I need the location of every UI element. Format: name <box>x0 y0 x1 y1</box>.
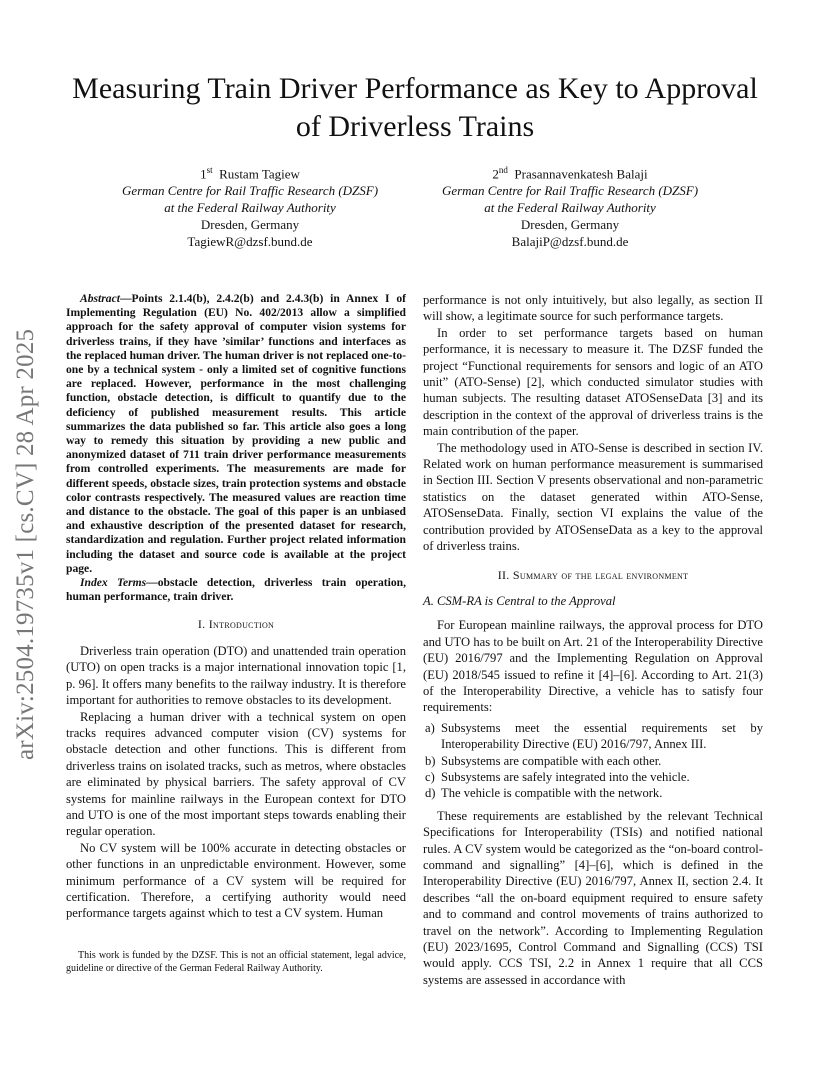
author-affiliation: German Centre for Rail Traffic Research (DZSF) <box>441 183 699 199</box>
section-heading-legal: II. Summary of the legal environment <box>497 567 689 582</box>
author-affiliation-2: at the Federal Railway Authority <box>164 200 336 216</box>
index-terms-text: —obstacle detection, driverless train operation, human performance, train driver. <box>66 576 406 604</box>
abstract <box>66 292 406 576</box>
author-email: BalajiP@dzsf.bund.de <box>511 234 629 250</box>
author-ordinal: 2 <box>492 166 499 182</box>
paragraph: Driverless train operation (DTO) and unattended train operation (UTO) on open tracks is a major international innovation topic [1, p. 96]. It offers many benefits to the railway industry. It is therefore important for authorities to remove obstacles to its development. <box>66 643 406 708</box>
author-name: Rustam Tagiew <box>219 166 300 182</box>
index-terms-label: Index Terms <box>80 576 147 590</box>
list-item-text: The vehicle is compatible with the network. <box>441 786 663 801</box>
list-item <box>423 753 763 769</box>
subsection-heading: A. CSM-RA is Central to the Approval <box>423 593 616 608</box>
author-ordinal-suffix: st <box>206 165 213 175</box>
author-affiliation: German Centre for Rail Traffic Research (DZSF) <box>121 183 379 199</box>
author-city: Dresden, Germany <box>520 217 620 233</box>
footnote: This work is funded by the DZSF. This is not an official statement, legal advice, guideline or directive of the German Federal Railway Authority. <box>66 950 406 974</box>
paragraph: The methodology used in ATO-Sense is described in section IV. Related work on human performance measurement is summarised in Section III. Section V presents observational and non-parametric statistics on the dataset generated within ATO-Sense, ATOSenseData. Finally, section VI explains the value of the contribution provided by ATOSenseData as a key to the approval of driverless trains. <box>423 440 763 554</box>
paper-title: Measuring Train Driver Performance as Key to Approval of Driverless Trains <box>72 72 758 143</box>
author-ordinal-suffix: nd <box>498 165 508 175</box>
paragraph: performance is not only intuitively, but also legally, as section II will show, a legitimate source for such performance targets. <box>423 293 763 324</box>
paragraph: No CV system will be 100% accurate in detecting obstacles or other functions in an unpredictable environment. However, some minimum performance of a CV system will be required for certification. Therefore, a certifying authority would need performance targets against which to test a CV system. Human <box>66 840 406 921</box>
list-marker: d) <box>425 786 436 801</box>
author-block-1 <box>100 162 400 250</box>
list-marker: c) <box>425 769 435 784</box>
list-item-text: Subsystems are safely integrated into the vehicle. <box>441 769 690 784</box>
list-item-text: Subsystems meet the essential requirements set by Interoperability Directive (EU) 2016/797, Annex III. <box>441 720 763 752</box>
paragraph: For European mainline railways, the approval process for DTO and UTO has to be built on Art. 21 of the Interoperability Directive (EU) 2016/797 and the Implementing Regulation on Approval (EU) 2018/545 issued to refine it [4]–[6]. According to Art. 21(3) of the Interoperability Directive, a vehicle has to satisfy four requirements: <box>423 618 763 715</box>
author-email: TagiewR@dzsf.bund.de <box>187 234 313 250</box>
list-marker: b) <box>425 753 436 768</box>
paragraph: These requirements are established by the relevant Technical Specifications for Interoperability (TSIs) and notified national rules. A CV system would be categorized as the “on-board control-command and signalling” [4]–[6], which is defined in the Interoperability Directive (EU) 2016/797, Annex II, section 2.4. It describes “all the on-board equipment required to ensure safety and to command and control movements of trains authorized to travel on the network”. According to Implementing Regulation (EU) 2023/1695, Control Command and Signalling (CCS) TSI would apply. CCS TSI, 2.2 in Annex 1 require that all CCS systems are assessed in accordance with <box>423 808 763 987</box>
list-marker: a) <box>425 720 435 735</box>
author-affiliation-2: at the Federal Railway Authority <box>484 200 656 216</box>
author-ordinal: 1 <box>200 166 207 182</box>
abstract-label: Abstract <box>80 292 120 305</box>
left-column <box>66 292 406 922</box>
abstract-text: —Points 2.1.4(b), 2.4.2(b) and 2.4.3(b) in Annex I of Implementing Regulation (EU) No. 402/2013 allow a simplified approach for the safety approval of computer vision systems for driverless trains, if they have ’similar’ functions and interfaces as the replaced human driver. The human driver is not replaced one-to-one by a technical system - only a limited set of cognitive functions are replaced. However, performance in the most challenging function, obstacle detection, is difficult to quantify due to the deficiency of published measurement results. This article summarizes the data published so far. This article also goes a long way to remedy this situation by providing a new public and anonymized dataset of 711 train driver performance measurements from controlled experiments. The measurements are made for different speeds, obstacle sizes, train protection systems and obstacle color contrasts respectively. The measured values are reaction time and distance to the obstacle. The goal of this paper is an unbiased and exhaustive description of the presented dataset for research, standardization and regulation. Further project related information including the dataset and source code is available at the project page. <box>66 292 406 575</box>
author-name: Prasannavenkatesh Balaji <box>514 166 648 182</box>
author-name-line <box>100 162 400 182</box>
index-terms <box>66 576 406 604</box>
author-city: Dresden, Germany <box>200 217 300 233</box>
author-block-2 <box>420 162 720 250</box>
requirements-list <box>423 720 763 802</box>
list-item-text: Subsystems are compatible with each other. <box>441 753 662 768</box>
paragraph: Replacing a human driver with a technical system on open tracks requires advanced computer vision (CV) systems for obstacle detection and other functions. This is different from driverless trains on isolated tracks, such as metros, where obstacles are eliminated by physical barriers. The safety approval of CV systems for mainline railways in the European context for DTO and UTO is one of the most important steps towards enabling their regular operation. <box>66 709 406 839</box>
right-column <box>423 292 763 988</box>
list-item <box>423 720 763 753</box>
author-name-line <box>420 162 720 182</box>
arxiv-identifier: arXiv:2504.19735v1 [cs.CV] 28 Apr 2025 <box>12 328 39 760</box>
paragraph: In order to set performance targets based on human performance, it is necessary to measure it. The DZSF funded the project “Functional requirements for sensors and logic of an ATO unit” (ATO-Sense) [2], which conducted simulator studies with human subjects. The resulting dataset ATOSenseData [3] and its description in the context of the approval of driverless trains is the main contribution of the paper. <box>423 325 763 439</box>
list-item <box>423 785 763 801</box>
section-heading-introduction: I. Introduction <box>197 617 275 632</box>
list-item <box>423 769 763 785</box>
